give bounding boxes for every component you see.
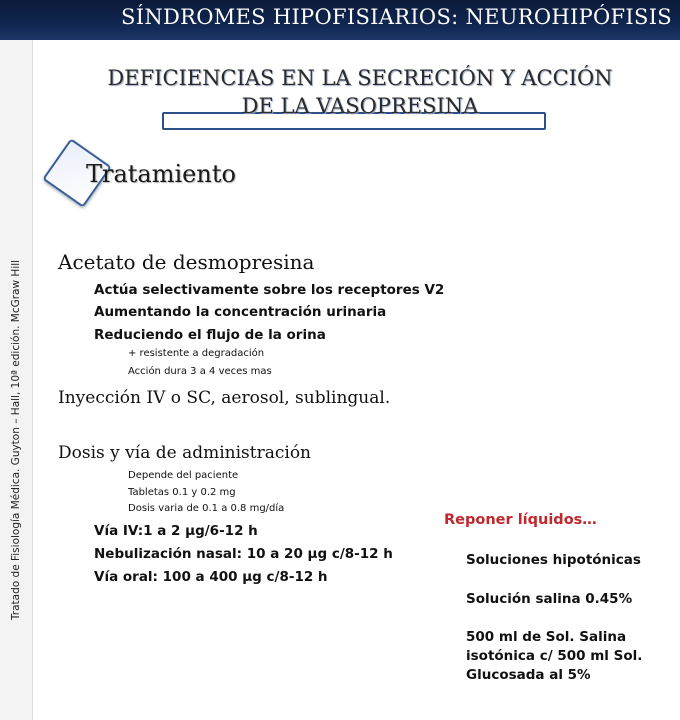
drug-name: Acetato de desmopresina — [58, 250, 315, 274]
header-bar — [0, 0, 680, 40]
section-subtitle: Tratamiento — [86, 160, 236, 188]
header-title: SÍNDROMES HIPOFISIARIOS: NEUROHIPÓFISIS — [121, 5, 672, 29]
fluids-item-1: Soluciones hipotónicas — [466, 552, 641, 568]
dosing-heading: Dosis y vía de administración — [58, 443, 312, 463]
drug-action-2: Aumentando la concentración urinaria — [94, 304, 387, 320]
dosing-note-1: Depende del paciente — [128, 470, 239, 481]
fluids-heading: Reponer líquidos… — [444, 512, 597, 528]
regimen-nasal: Nebulización nasal: 10 a 20 µg c/8-12 h — [94, 546, 393, 562]
dosing-note-3: Dosis varia de 0.1 a 0.8 mg/día — [128, 503, 285, 514]
slide-title-line-1: DEFICIENCIAS EN LA SECRECIÓN Y ACCIÓN — [107, 66, 613, 90]
drug-action-1: Actúa selectivamente sobre los receptores V2 — [94, 282, 445, 298]
regimen-iv: Vía IV:1 a 2 µg/6-12 h — [94, 523, 258, 539]
drug-note-2: Acción dura 3 a 4 veces mas — [128, 366, 272, 377]
side-caption: Tratado de Fisiología Médica. Guyton – Hall, 10ª edición. McGraw Hill — [10, 259, 22, 621]
regimen-oral: Vía oral: 100 a 400 µg c/8-12 h — [94, 569, 328, 585]
dosing-note-2: Tabletas 0.1 y 0.2 mg — [128, 487, 236, 498]
side-strip — [0, 40, 33, 720]
routes-text: Inyección IV o SC, aerosol, sublingual. — [58, 388, 391, 408]
fluids-item-2: Solución salina 0.45% — [466, 591, 633, 607]
drug-note-1: + resistente a degradación — [128, 348, 265, 359]
fluids-item-3: 500 ml de Sol. Salina isotónica c/ 500 ml Sol. Glucosada al 5% — [466, 629, 643, 683]
drug-action-3: Reduciendo el flujo de la orina — [94, 327, 326, 343]
slide-title-line-2: DE LA VASOPRESINA — [241, 94, 479, 118]
slide-title — [80, 64, 640, 120]
